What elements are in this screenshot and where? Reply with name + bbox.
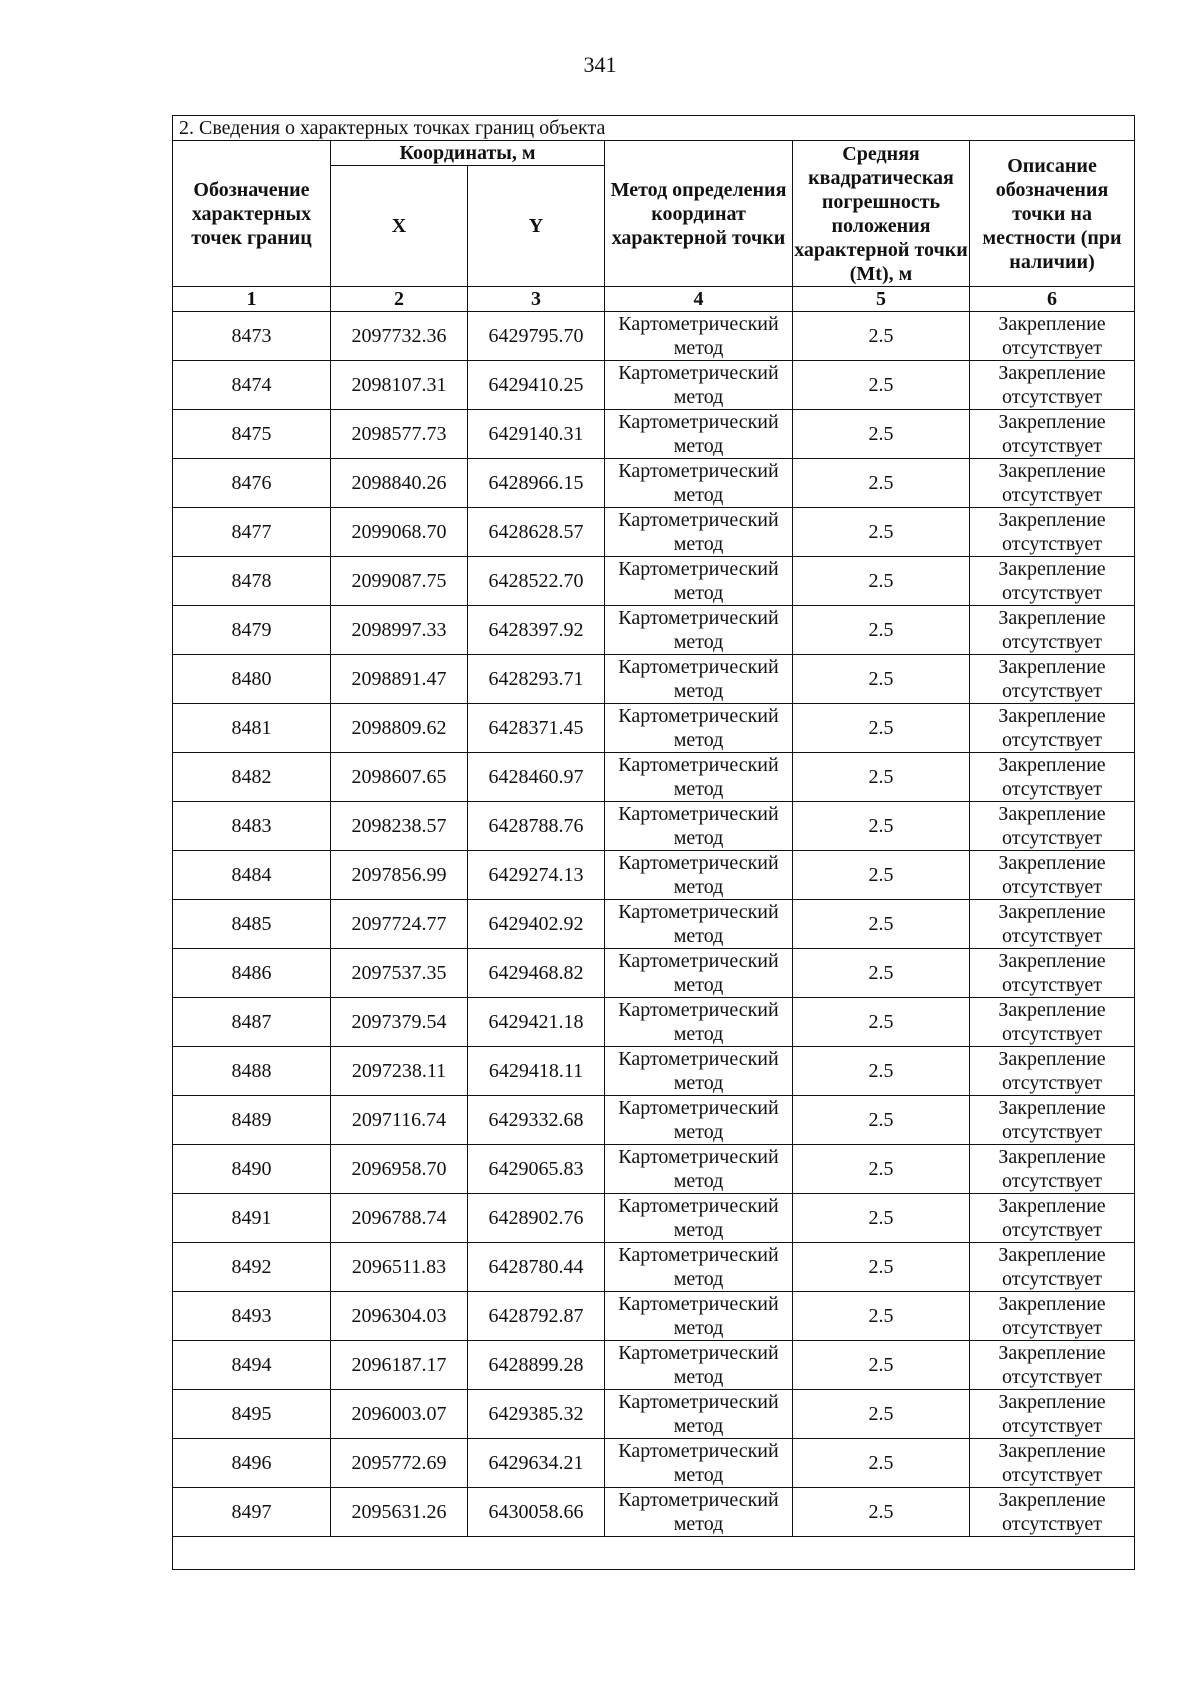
point-id-cell: 8496 bbox=[173, 1439, 331, 1488]
page-number: 341 bbox=[583, 52, 617, 77]
description-cell: Закрепление отсутствует bbox=[970, 1292, 1135, 1341]
method-cell: Картометрический метод bbox=[605, 1047, 793, 1096]
table-row bbox=[173, 1047, 1135, 1096]
description-cell: Закрепление отсутствует bbox=[970, 1047, 1135, 1096]
y-coordinate-cell: 6429418.11 bbox=[468, 1047, 605, 1096]
y-coordinate-cell: 6429385.32 bbox=[468, 1390, 605, 1439]
table-row bbox=[173, 900, 1135, 949]
y-coordinate-cell: 6429410.25 bbox=[468, 361, 605, 410]
x-coordinate-cell: 2099068.70 bbox=[331, 508, 468, 557]
x-coordinate-cell: 2096003.07 bbox=[331, 1390, 468, 1439]
error-cell: 2.5 bbox=[793, 1488, 970, 1537]
error-cell: 2.5 bbox=[793, 1096, 970, 1145]
x-coordinate-cell: 2097856.99 bbox=[331, 851, 468, 900]
point-id-cell: 8486 bbox=[173, 949, 331, 998]
table-row bbox=[173, 606, 1135, 655]
error-cell: 2.5 bbox=[793, 606, 970, 655]
description-cell: Закрепление отсутствует bbox=[970, 508, 1135, 557]
x-coordinate-cell: 2099087.75 bbox=[331, 557, 468, 606]
description-cell: Закрепление отсутствует bbox=[970, 802, 1135, 851]
method-cell: Картометрический метод bbox=[605, 655, 793, 704]
description-cell: Закрепление отсутствует bbox=[970, 851, 1135, 900]
y-coordinate-cell: 6429065.83 bbox=[468, 1145, 605, 1194]
table-row bbox=[173, 1145, 1135, 1194]
column-numbers-row bbox=[173, 287, 1135, 312]
description-cell: Закрепление отсутствует bbox=[970, 655, 1135, 704]
error-cell: 2.5 bbox=[793, 851, 970, 900]
column-number: 2 bbox=[331, 287, 468, 312]
y-coordinate-cell: 6428902.76 bbox=[468, 1194, 605, 1243]
x-coordinate-cell: 2098809.62 bbox=[331, 704, 468, 753]
x-coordinate-cell: 2096187.17 bbox=[331, 1341, 468, 1390]
y-coordinate-cell: 6428628.57 bbox=[468, 508, 605, 557]
error-cell: 2.5 bbox=[793, 1292, 970, 1341]
point-id-cell: 8478 bbox=[173, 557, 331, 606]
point-id-cell: 8482 bbox=[173, 753, 331, 802]
error-cell: 2.5 bbox=[793, 802, 970, 851]
method-cell: Картометрический метод bbox=[605, 606, 793, 655]
description-cell: Закрепление отсутствует bbox=[970, 557, 1135, 606]
x-coordinate-cell: 2098107.31 bbox=[331, 361, 468, 410]
error-cell: 2.5 bbox=[793, 1390, 970, 1439]
description-cell: Закрепление отсутствует bbox=[970, 361, 1135, 410]
table-row bbox=[173, 1390, 1135, 1439]
method-cell: Картометрический метод bbox=[605, 557, 793, 606]
y-coordinate-cell: 6429274.13 bbox=[468, 851, 605, 900]
method-cell: Картометрический метод bbox=[605, 704, 793, 753]
x-coordinate-cell: 2098577.73 bbox=[331, 410, 468, 459]
method-cell: Картометрический метод bbox=[605, 1096, 793, 1145]
error-cell: 2.5 bbox=[793, 998, 970, 1047]
description-cell: Закрепление отсутствует bbox=[970, 900, 1135, 949]
x-coordinate-cell: 2098891.47 bbox=[331, 655, 468, 704]
table-row bbox=[173, 1488, 1135, 1537]
method-cell: Картометрический метод bbox=[605, 1145, 793, 1194]
column-number: 1 bbox=[173, 287, 331, 312]
x-coordinate-cell: 2097116.74 bbox=[331, 1096, 468, 1145]
column-number: 5 bbox=[793, 287, 970, 312]
method-cell: Картометрический метод bbox=[605, 1194, 793, 1243]
y-coordinate-cell: 6428899.28 bbox=[468, 1341, 605, 1390]
x-coordinate-cell: 2097732.36 bbox=[331, 312, 468, 361]
boundary-points-table bbox=[172, 115, 1135, 1570]
error-cell: 2.5 bbox=[793, 900, 970, 949]
method-cell: Картометрический метод bbox=[605, 459, 793, 508]
y-coordinate-cell: 6428788.76 bbox=[468, 802, 605, 851]
error-cell: 2.5 bbox=[793, 704, 970, 753]
table-row bbox=[173, 1194, 1135, 1243]
description-cell: Закрепление отсутствует bbox=[970, 753, 1135, 802]
description-cell: Закрепление отсутствует bbox=[970, 1488, 1135, 1537]
description-cell: Закрепление отсутствует bbox=[970, 1145, 1135, 1194]
x-coordinate-cell: 2096788.74 bbox=[331, 1194, 468, 1243]
point-id-cell: 8494 bbox=[173, 1341, 331, 1390]
y-coordinate-cell: 6429795.70 bbox=[468, 312, 605, 361]
point-id-cell: 8473 bbox=[173, 312, 331, 361]
header-description: Описание обозначения точки на местности (при наличии) bbox=[970, 141, 1135, 287]
table-row bbox=[173, 1439, 1135, 1488]
point-id-cell: 8492 bbox=[173, 1243, 331, 1292]
header-designation: Обозначение характерных точек границ bbox=[173, 141, 331, 287]
x-coordinate-cell: 2095772.69 bbox=[331, 1439, 468, 1488]
description-cell: Закрепление отсутствует bbox=[970, 949, 1135, 998]
x-coordinate-cell: 2097379.54 bbox=[331, 998, 468, 1047]
error-cell: 2.5 bbox=[793, 1341, 970, 1390]
y-coordinate-cell: 6429634.21 bbox=[468, 1439, 605, 1488]
y-coordinate-cell: 6429402.92 bbox=[468, 900, 605, 949]
description-cell: Закрепление отсутствует bbox=[970, 1341, 1135, 1390]
method-cell: Картометрический метод bbox=[605, 802, 793, 851]
y-coordinate-cell: 6428371.45 bbox=[468, 704, 605, 753]
header-y: Y bbox=[468, 166, 605, 287]
method-cell: Картометрический метод bbox=[605, 1243, 793, 1292]
table-row bbox=[173, 1096, 1135, 1145]
table-row bbox=[173, 557, 1135, 606]
x-coordinate-cell: 2098238.57 bbox=[331, 802, 468, 851]
point-id-cell: 8490 bbox=[173, 1145, 331, 1194]
y-coordinate-cell: 6428780.44 bbox=[468, 1243, 605, 1292]
y-coordinate-cell: 6429468.82 bbox=[468, 949, 605, 998]
description-cell: Закрепление отсутствует bbox=[970, 606, 1135, 655]
table-row bbox=[173, 1292, 1135, 1341]
error-cell: 2.5 bbox=[793, 1243, 970, 1292]
description-cell: Закрепление отсутствует bbox=[970, 1243, 1135, 1292]
table-row bbox=[173, 655, 1135, 704]
error-cell: 2.5 bbox=[793, 949, 970, 998]
error-cell: 2.5 bbox=[793, 410, 970, 459]
error-cell: 2.5 bbox=[793, 753, 970, 802]
description-cell: Закрепление отсутствует bbox=[970, 1439, 1135, 1488]
y-coordinate-cell: 6428966.15 bbox=[468, 459, 605, 508]
description-cell: Закрепление отсутствует bbox=[970, 704, 1135, 753]
description-cell: Закрепление отсутствует bbox=[970, 459, 1135, 508]
header-method: Метод определения координат характерной точки bbox=[605, 141, 793, 287]
point-id-cell: 8487 bbox=[173, 998, 331, 1047]
error-cell: 2.5 bbox=[793, 655, 970, 704]
error-cell: 2.5 bbox=[793, 459, 970, 508]
description-cell: Закрепление отсутствует bbox=[970, 312, 1135, 361]
point-id-cell: 8497 bbox=[173, 1488, 331, 1537]
table-row bbox=[173, 851, 1135, 900]
empty-footer-row bbox=[173, 1537, 1135, 1570]
x-coordinate-cell: 2097238.11 bbox=[331, 1047, 468, 1096]
x-coordinate-cell: 2096511.83 bbox=[331, 1243, 468, 1292]
empty-cell bbox=[173, 1537, 1135, 1570]
point-id-cell: 8475 bbox=[173, 410, 331, 459]
point-id-cell: 8476 bbox=[173, 459, 331, 508]
column-number: 4 bbox=[605, 287, 793, 312]
description-cell: Закрепление отсутствует bbox=[970, 1390, 1135, 1439]
method-cell: Картометрический метод bbox=[605, 508, 793, 557]
x-coordinate-cell: 2096304.03 bbox=[331, 1292, 468, 1341]
header-coordinates: Координаты, м bbox=[331, 141, 605, 166]
table-row bbox=[173, 704, 1135, 753]
x-coordinate-cell: 2097724.77 bbox=[331, 900, 468, 949]
column-number: 6 bbox=[970, 287, 1135, 312]
x-coordinate-cell: 2095631.26 bbox=[331, 1488, 468, 1537]
error-cell: 2.5 bbox=[793, 361, 970, 410]
point-id-cell: 8477 bbox=[173, 508, 331, 557]
point-id-cell: 8489 bbox=[173, 1096, 331, 1145]
method-cell: Картометрический метод bbox=[605, 312, 793, 361]
description-cell: Закрепление отсутствует bbox=[970, 1194, 1135, 1243]
x-coordinate-cell: 2097537.35 bbox=[331, 949, 468, 998]
point-id-cell: 8495 bbox=[173, 1390, 331, 1439]
y-coordinate-cell: 6429421.18 bbox=[468, 998, 605, 1047]
table-row bbox=[173, 1341, 1135, 1390]
point-id-cell: 8479 bbox=[173, 606, 331, 655]
error-cell: 2.5 bbox=[793, 1047, 970, 1096]
table-row bbox=[173, 753, 1135, 802]
table-row bbox=[173, 998, 1135, 1047]
table-row bbox=[173, 312, 1135, 361]
method-cell: Картометрический метод bbox=[605, 1439, 793, 1488]
y-coordinate-cell: 6429332.68 bbox=[468, 1096, 605, 1145]
point-id-cell: 8483 bbox=[173, 802, 331, 851]
section-title: 2. Сведения о характерных точках границ объекта bbox=[173, 116, 1135, 141]
point-id-cell: 8485 bbox=[173, 900, 331, 949]
method-cell: Картометрический метод bbox=[605, 851, 793, 900]
description-cell: Закрепление отсутствует bbox=[970, 410, 1135, 459]
point-id-cell: 8480 bbox=[173, 655, 331, 704]
error-cell: 2.5 bbox=[793, 1145, 970, 1194]
method-cell: Картометрический метод bbox=[605, 361, 793, 410]
table-row bbox=[173, 361, 1135, 410]
method-cell: Картометрический метод bbox=[605, 1292, 793, 1341]
y-coordinate-cell: 6428293.71 bbox=[468, 655, 605, 704]
y-coordinate-cell: 6428460.97 bbox=[468, 753, 605, 802]
point-id-cell: 8493 bbox=[173, 1292, 331, 1341]
column-number: 3 bbox=[468, 287, 605, 312]
error-cell: 2.5 bbox=[793, 312, 970, 361]
y-coordinate-cell: 6428522.70 bbox=[468, 557, 605, 606]
point-id-cell: 8474 bbox=[173, 361, 331, 410]
method-cell: Картометрический метод bbox=[605, 1341, 793, 1390]
description-cell: Закрепление отсутствует bbox=[970, 1096, 1135, 1145]
table-row bbox=[173, 508, 1135, 557]
method-cell: Картометрический метод bbox=[605, 410, 793, 459]
y-coordinate-cell: 6428397.92 bbox=[468, 606, 605, 655]
error-cell: 2.5 bbox=[793, 1194, 970, 1243]
table-body bbox=[173, 312, 1135, 1537]
method-cell: Картометрический метод bbox=[605, 753, 793, 802]
header-error: Средняя квадратическая погрешность положения характерной точки (Mt), м bbox=[794, 142, 968, 285]
x-coordinate-cell: 2096958.70 bbox=[331, 1145, 468, 1194]
y-coordinate-cell: 6428792.87 bbox=[468, 1292, 605, 1341]
point-id-cell: 8488 bbox=[173, 1047, 331, 1096]
error-cell: 2.5 bbox=[793, 1439, 970, 1488]
table-row bbox=[173, 459, 1135, 508]
x-coordinate-cell: 2098840.26 bbox=[331, 459, 468, 508]
x-coordinate-cell: 2098997.33 bbox=[331, 606, 468, 655]
table-row bbox=[173, 1243, 1135, 1292]
method-cell: Картометрический метод bbox=[605, 900, 793, 949]
point-id-cell: 8484 bbox=[173, 851, 331, 900]
table-row bbox=[173, 802, 1135, 851]
description-cell: Закрепление отсутствует bbox=[970, 998, 1135, 1047]
method-cell: Картометрический метод bbox=[605, 998, 793, 1047]
table-row bbox=[173, 949, 1135, 998]
method-cell: Картометрический метод bbox=[605, 1488, 793, 1537]
method-cell: Картометрический метод bbox=[605, 949, 793, 998]
error-cell: 2.5 bbox=[793, 508, 970, 557]
table-row bbox=[173, 410, 1135, 459]
x-coordinate-cell: 2098607.65 bbox=[331, 753, 468, 802]
y-coordinate-cell: 6430058.66 bbox=[468, 1488, 605, 1537]
y-coordinate-cell: 6429140.31 bbox=[468, 410, 605, 459]
point-id-cell: 8491 bbox=[173, 1194, 331, 1243]
error-cell: 2.5 bbox=[793, 557, 970, 606]
point-id-cell: 8481 bbox=[173, 704, 331, 753]
method-cell: Картометрический метод bbox=[605, 1390, 793, 1439]
header-x: X bbox=[331, 166, 468, 287]
